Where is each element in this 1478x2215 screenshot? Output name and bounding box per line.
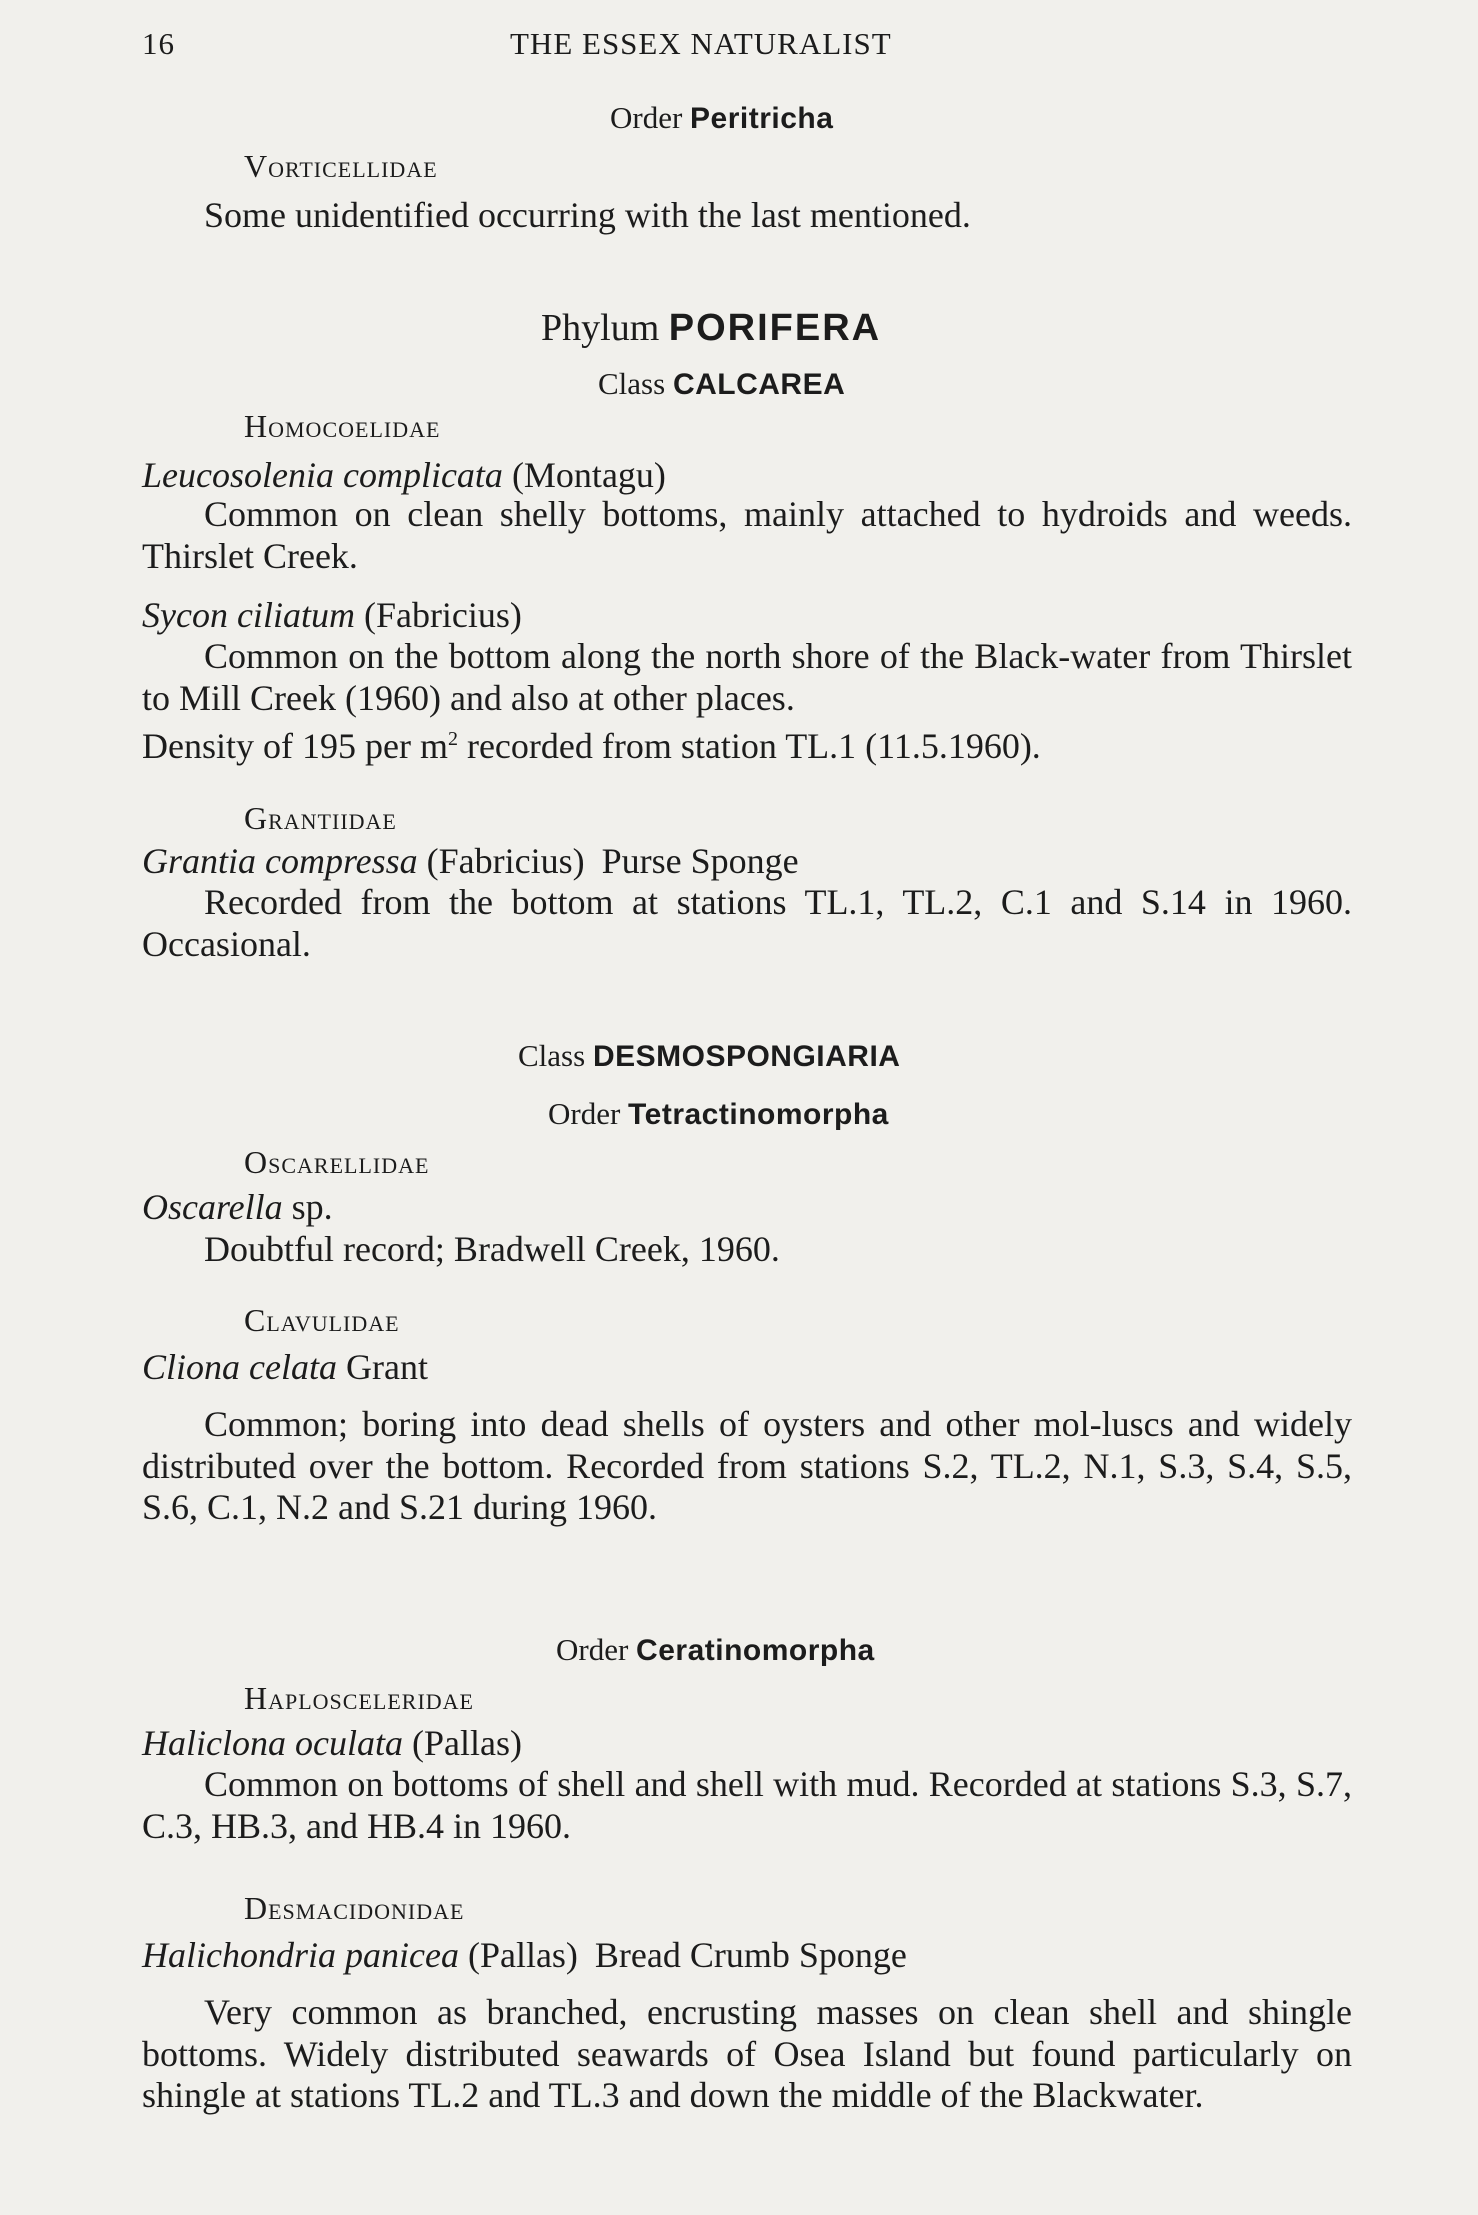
species-author: (Fabricius) [426,841,585,881]
class-name: CALCAREA [672,368,846,401]
family-heading: Grantiidae [244,800,397,836]
body-paragraph [142,636,1352,768]
species-author: (Pallas) [467,1935,578,1975]
class-heading [598,366,845,402]
species-name: Oscarella [142,1187,283,1227]
class-name: DESMOSPONGIARIA [592,1040,901,1073]
common-name: Bread Crumb Sponge [594,1935,907,1975]
species-heading [142,1186,333,1228]
species-name: Halichondria panicea [142,1935,459,1975]
family-heading: Oscarellidae [244,1144,430,1180]
class-heading [518,1038,900,1074]
order-heading [548,1096,889,1132]
order-prefix: Order [548,1096,621,1131]
species-name: Cliona celata [142,1347,337,1387]
species-author: Grant [345,1347,428,1387]
species-heading [142,454,666,496]
family-heading: Clavulidae [244,1302,400,1338]
body-paragraph [142,1992,1352,2117]
phylum-prefix: Phylum [541,307,660,349]
family-heading: Vorticellidae [244,148,438,184]
species-heading [142,1934,907,1976]
common-name: Purse Sponge [601,841,799,881]
species-author: sp. [291,1187,333,1227]
order-prefix: Order [556,1632,629,1667]
paragraph-text: Recorded from the bottom at stations TL.1, TL.2, C.1 and S.14 in 1960. Occasional. [142,882,1352,964]
species-author: (Fabricius) [363,595,522,635]
order-heading [556,1632,875,1668]
paragraph-text: Doubtful record; Bradwell Creek, 1960. [204,1229,780,1269]
family-heading: Haplosceleridae [244,1680,474,1716]
paragraph-text: Common on clean shelly bottoms, mainly attached to hydroids and weeds. Thirslet Creek. [142,494,1352,576]
species-author: (Montagu) [511,455,666,495]
family-heading: Desmacidonidae [244,1890,465,1926]
density-text: Density of 195 per m [142,726,448,766]
species-author: (Pallas) [411,1723,522,1763]
density-text: recorded from station TL.1 (11.5.1960). [457,726,1041,766]
superscript: 2 [447,728,458,750]
species-name: Sycon ciliatum [142,595,355,635]
phylum-name: PORIFERA [668,307,882,349]
order-name: Tetractinomorpha [628,1098,889,1131]
class-prefix: Class [598,366,666,401]
paragraph-text: Common on bottoms of shell and shell with mud. Recorded at stations S.3, S.7, C.3, HB.3, and HB.4 in 1960. [142,1764,1352,1846]
body-paragraph [142,194,971,236]
order-heading [610,100,833,136]
running-title: THE ESSEX NATURALIST [510,26,892,61]
class-prefix: Class [518,1038,586,1073]
order-name: Ceratinomorpha [636,1634,875,1667]
paragraph-text: Common on the bottom along the north shore of the Black-water from Thirslet to Mill Creek (1960) and also at other places. [142,636,1352,718]
body-paragraph [142,1404,1352,1529]
species-name: Grantia compressa [142,841,418,881]
species-heading [142,1346,428,1388]
species-heading [142,840,799,882]
body-paragraph [142,1228,780,1270]
family-heading: Homocoelidae [244,408,441,444]
paragraph-text: Some unidentified occurring with the last mentioned. [204,195,971,235]
order-prefix: Order [610,100,683,135]
body-paragraph [142,882,1352,965]
body-paragraph [142,494,1352,577]
species-name: Haliclona oculata [142,1723,403,1763]
paragraph-text: Common; boring into dead shells of oysters and other mol-luscs and widely distributed over the bottom. Recorded from stations S.2, TL.2, N.1, S.3, S.4, S.5, S.6, C.1, N.2 and S.21 during 1960. [142,1404,1352,1527]
order-name: Peritricha [690,102,834,135]
species-heading [142,1722,522,1764]
paragraph-text: Very common as branched, encrusting masses on clean shell and shingle bottoms. Widely distributed seawards of Osea Island but found particularly on shingle at stations TL.2 and TL.3 and down the middle of the Blackwater. [142,1992,1352,2115]
page-number: 16 [142,26,175,61]
species-heading [142,594,522,636]
body-paragraph [142,1764,1352,1847]
phylum-heading [541,306,881,350]
species-name: Leucosolenia complicata [142,455,503,495]
